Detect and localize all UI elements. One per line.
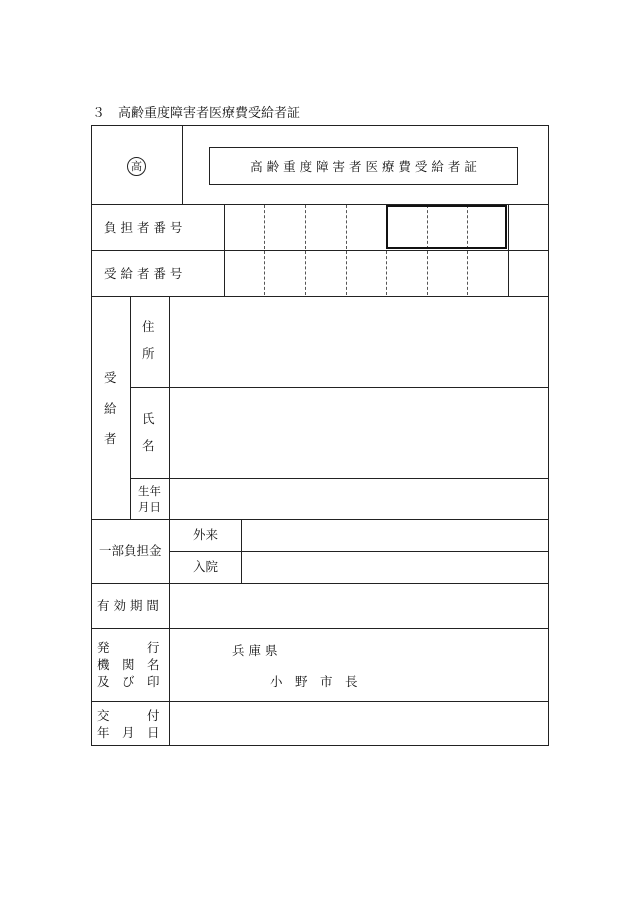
- card-title-box: [209, 147, 518, 185]
- page-heading: ３ 高齢重度障害者医療費受給者証: [92, 106, 301, 121]
- issue-date-label-1: 交 付: [97, 708, 160, 723]
- name-field[interactable]: [170, 388, 548, 478]
- elderly-mark-icon: [127, 157, 146, 176]
- card-title: 高 齢 重 度 障 害 者 医 療 費 受 給 者 証: [250, 159, 477, 174]
- name-label-2: 名: [142, 438, 155, 453]
- issuer-prefecture: 兵 庫 県: [232, 643, 278, 658]
- outpatient-field[interactable]: [242, 520, 548, 551]
- birthdate-label-2: 月日: [138, 500, 161, 514]
- payer-number-highlight-box: [386, 205, 507, 249]
- issue-date-label-2: 年 月 日: [97, 725, 160, 740]
- recipient-number-label: 受 給 者 番 号: [104, 266, 183, 281]
- payer-number-label: 負 担 者 番 号: [104, 220, 183, 235]
- outpatient-label: 外来: [193, 527, 219, 542]
- validity-field[interactable]: [170, 584, 548, 628]
- issue-date-field[interactable]: [170, 702, 548, 745]
- birthdate-field[interactable]: [170, 479, 548, 519]
- address-label-1: 住: [142, 319, 155, 334]
- issuer-label-3: 及 び 印: [97, 674, 160, 689]
- issuer-mayor: 小 野 市 長: [270, 674, 358, 689]
- inpatient-field[interactable]: [242, 552, 548, 583]
- name-label-1: 氏: [142, 411, 155, 426]
- birthdate-label-1: 生年: [138, 484, 161, 498]
- recipient-label-1: 受: [104, 370, 117, 385]
- recipient-label-2: 給: [104, 401, 117, 416]
- validity-label: 有 効 期 間: [97, 598, 159, 613]
- recipient-label-3: 者: [104, 431, 117, 446]
- issuer-label-2: 機 関 名: [97, 657, 160, 672]
- address-label-2: 所: [142, 346, 155, 361]
- elderly-mark-glyph: 高: [131, 160, 142, 173]
- copay-label: 一部負担金: [99, 543, 162, 558]
- inpatient-label: 入院: [193, 559, 219, 574]
- issuer-label-1: 発 行: [97, 640, 160, 655]
- address-field[interactable]: [170, 297, 548, 387]
